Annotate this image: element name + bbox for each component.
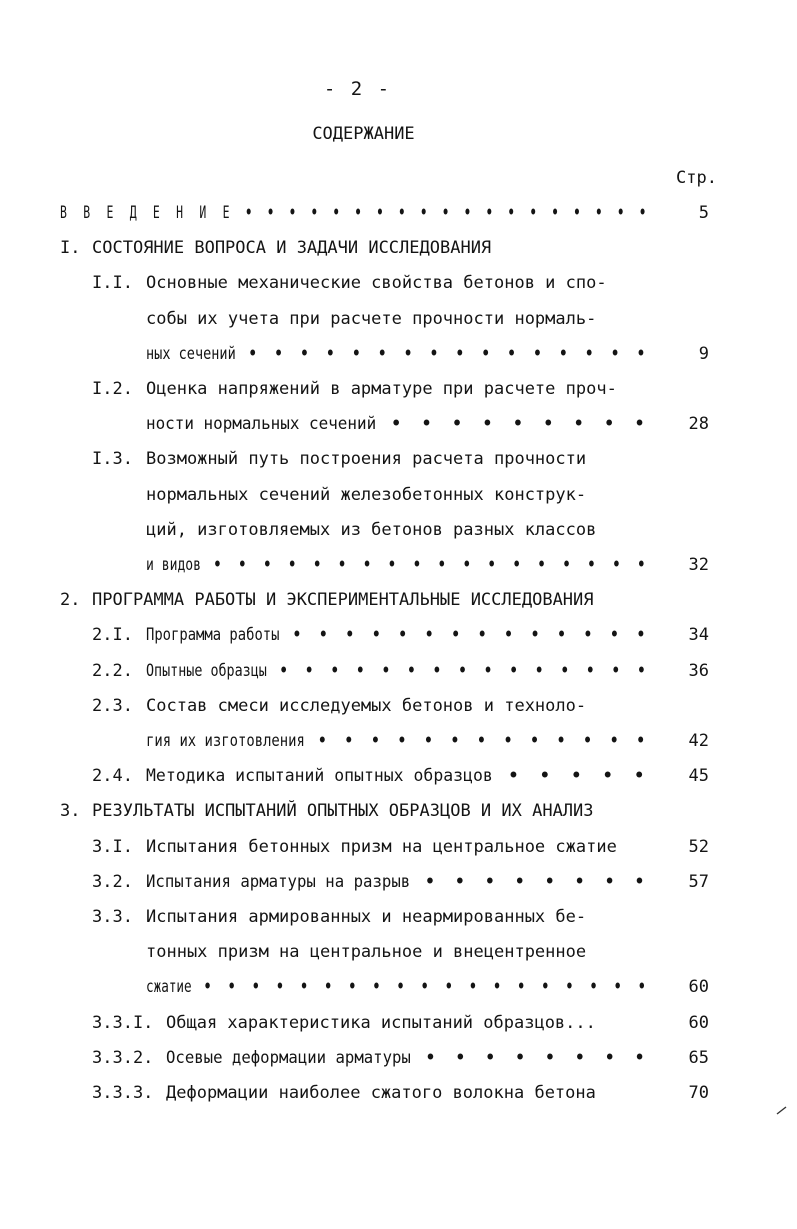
toc-entry-number: 3. <box>60 801 81 822</box>
page-title: СОДЕРЖАНИЕ <box>312 124 415 144</box>
toc-entry-text: собы их учета при расчете прочности нормаль- <box>146 308 597 329</box>
toc-line <box>0 411 797 437</box>
toc-line <box>0 376 797 402</box>
toc-page-number: 45 <box>688 766 709 787</box>
toc-entry-text: Состав смеси исследуемых бетонов и техноло- <box>146 695 587 716</box>
toc-line <box>0 482 797 508</box>
toc-entry-text: Испытания арматуры на разрыв • • • • • • • • <box>146 871 650 892</box>
toc-leader-dots: • • • • • • • • • • • • • • • • • • • <box>234 203 651 223</box>
toc-leader-dots: • • • • • • • • • • • • • • • • <box>235 343 650 364</box>
toc-entry-number: 2.3. <box>92 695 133 716</box>
toc-page-number: 52 <box>688 836 709 857</box>
toc-line <box>0 834 797 860</box>
toc-page-number: 60 <box>688 977 709 998</box>
toc-line <box>0 798 797 824</box>
toc-entry-text: Испытания армированных и неармированных бе- <box>146 907 587 927</box>
toc-entry-text: СОСТОЯНИЕ ВОПРОСА И ЗАДАЧИ ИССЛЕДОВАНИЯ <box>92 238 492 259</box>
toc-line <box>0 869 797 895</box>
toc-entry-text: Оценка напряжений в арматуре при расчете проч- <box>146 379 617 399</box>
toc-leader-dots: • • • • • <box>492 766 650 787</box>
toc-line <box>0 763 797 789</box>
toc-line <box>0 552 797 578</box>
toc-leader-dots: • • • • • • • • • • • • • • • <box>266 660 651 681</box>
toc-entry-number: I. <box>60 238 81 259</box>
toc-line <box>0 270 797 296</box>
toc-line <box>0 306 797 332</box>
toc-entry-text: В В Е Д Е Н И Е • • • • • • • • • • • • • • • • • • • <box>60 203 651 223</box>
toc-entry-text: Программа работы • • • • • • • • • • • • • • <box>146 625 650 646</box>
page-number: - 2 - <box>323 78 392 100</box>
toc-leader-dots: • • • • • • • • <box>410 871 650 892</box>
toc-page-number: 34 <box>688 625 709 646</box>
toc-page-number: 28 <box>688 414 709 435</box>
toc-entry-text: Опытные образцы • • • • • • • • • • • • • • • <box>146 660 651 681</box>
pen-mark-icon <box>776 1105 788 1115</box>
toc-entry-number: 3.3.2. <box>92 1047 154 1068</box>
toc-line <box>0 1010 797 1036</box>
toc-line <box>0 1080 797 1106</box>
toc-leader-dots: • • • • • • • • <box>410 1047 650 1068</box>
toc-line <box>0 200 797 226</box>
toc-page-number: 36 <box>688 660 709 681</box>
toc-leader-dots: • • • • • • • • • <box>376 414 650 435</box>
toc-line <box>0 658 797 684</box>
toc-entry-text: Методика испытаний опытных образцов • • • • • <box>146 766 650 787</box>
toc-entry-text: ПРОГРАММА РАБОТЫ И ЭКСПЕРИМЕНТАЛЬНЫЕ ИССЛЕДОВАНИЯ <box>92 590 594 611</box>
toc-entry-text: ности нормальных сечений • • • • • • • • • <box>146 414 650 435</box>
toc-entry-text: ных сечений • • • • • • • • • • • • • • • • <box>146 343 650 364</box>
toc-line <box>0 693 797 719</box>
toc-leader-dots: • • • • • • • • • • • • • • <box>279 625 650 646</box>
toc-entry-text: Общая характеристика испытаний образцов... <box>166 1012 596 1033</box>
toc-line <box>0 235 797 261</box>
toc-leader-dots: • • • • • • • • • • • • • • • • • • • <box>191 977 651 998</box>
toc-entry-text: и видов • • • • • • • • • • • • • • • • • • <box>146 555 650 575</box>
toc-entry-text: Возможный путь построения расчета прочности <box>146 449 587 470</box>
toc-entry-text: Осевые деформации арматуры • • • • • • • • <box>166 1047 650 1068</box>
page-column-label: Стр. <box>676 168 717 188</box>
toc-page-number: 60 <box>688 1012 709 1033</box>
toc-line <box>0 939 797 965</box>
toc-line <box>0 728 797 754</box>
toc-entry-number: 2. <box>60 590 81 611</box>
toc-entry-number: I.2. <box>92 379 133 399</box>
toc-entry-number: I.3. <box>92 449 133 470</box>
toc-line <box>0 904 797 930</box>
toc-line <box>0 587 797 613</box>
toc-entry-number: 3.2. <box>92 871 133 892</box>
toc-page-number: 32 <box>688 555 709 575</box>
toc-leader-dots: • • • • • • • • • • • • • <box>304 731 650 751</box>
toc-leader-dots: • • • • • • • • • • • • • • • • • • <box>201 555 650 575</box>
toc-entry-number: 3.3. <box>92 907 133 927</box>
toc-entry-number: 2.4. <box>92 766 133 787</box>
toc-page-number: 70 <box>688 1083 709 1103</box>
toc-line <box>0 1045 797 1071</box>
toc-line <box>0 341 797 367</box>
toc-entry-number: 3.3.I. <box>92 1012 154 1033</box>
toc-entry-text: тонных призм на центральное и внецентренное <box>146 942 587 963</box>
toc-entry-text: сжатие • • • • • • • • • • • • • • • • • • • <box>146 977 651 998</box>
toc-entry-text: ций, изготовляемых из бетонов разных классов <box>146 519 597 540</box>
toc-entry-text: Испытания бетонных призм на центральное сжатие <box>146 836 617 857</box>
toc-entry-number: 2.I. <box>92 625 133 646</box>
toc-line <box>0 517 797 543</box>
toc-line <box>0 622 797 648</box>
toc-entry-number: I.I. <box>92 273 133 294</box>
toc-line <box>0 974 797 1000</box>
toc-entry-number: 3.I. <box>92 836 133 857</box>
toc-entry-text: гия их изготовления • • • • • • • • • • • • • <box>146 731 650 751</box>
toc-entry-text: Основные механические свойства бетонов и спо- <box>146 273 607 294</box>
toc-line <box>0 446 797 472</box>
toc-page-number: 42 <box>688 731 709 751</box>
toc-page-number: 5 <box>698 203 709 223</box>
toc-entry-text: нормальных сечений железобетонных конструк- <box>146 484 587 505</box>
toc-entry-number: 2.2. <box>92 660 133 681</box>
toc-entry-number: 3.3.3. <box>92 1083 154 1103</box>
toc-page-number: 65 <box>688 1047 709 1068</box>
toc-page-number: 57 <box>688 871 709 892</box>
toc-entry-text: Деформации наиболее сжатого волокна бетона <box>166 1083 596 1103</box>
toc-page-number: 9 <box>698 343 709 364</box>
toc-entry-text: РЕЗУЛЬТАТЫ ИСПЫТАНИЙ ОПЫТНЫХ ОБРАЗЦОВ И ИХ АНАЛИЗ <box>92 801 594 822</box>
